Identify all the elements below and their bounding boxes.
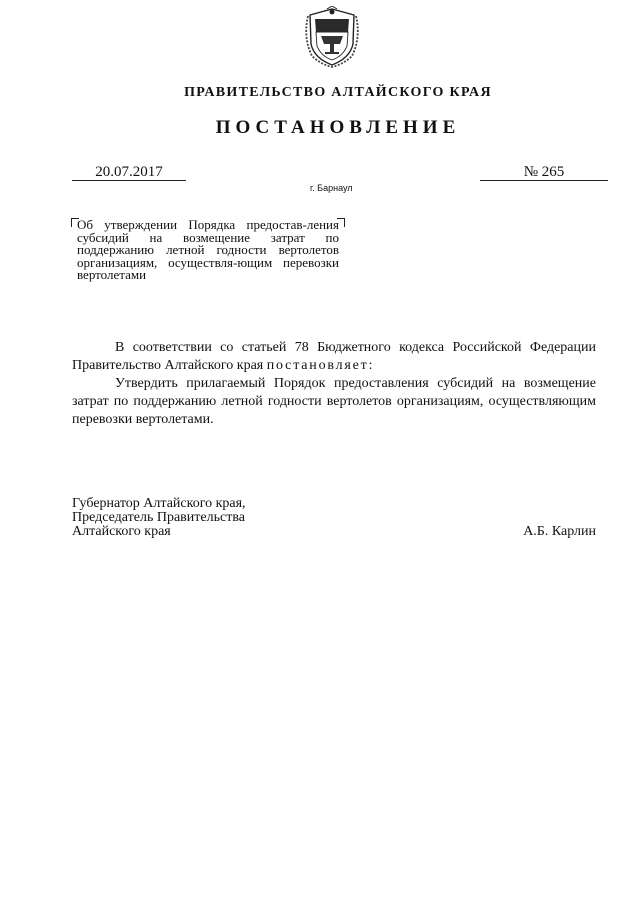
signatory-title-line: Председатель Правительства xyxy=(72,510,245,525)
document-number: № 265 xyxy=(480,164,608,181)
signatory-title-line: Алтайского края xyxy=(72,524,171,539)
resolution-keyword: постановляет: xyxy=(266,358,375,373)
city-label: г. Барнаул xyxy=(310,183,353,193)
signatory-title-line: Губернатор Алтайского края, xyxy=(72,496,246,511)
document-body xyxy=(72,339,596,429)
signature-block xyxy=(72,497,596,539)
body-paragraph: Утвердить прилагаемый Порядок предоставления субсидий на возмещение затрат по поддержанию летной годности вертолетов организациям, осуществляющим перевозки вертолетами. xyxy=(72,376,596,427)
document-type-title: ПОСТАНОВЛЕНИЕ xyxy=(215,117,461,138)
signatory-name: А.Б. Карлин xyxy=(523,524,596,539)
body-paragraph xyxy=(72,339,596,375)
preamble-text: В соответствии со статьей 78 Бюджетного кодекса Российской Федерации Правительство Алтайского края xyxy=(72,340,596,373)
document-subject: Об утверждении Порядка предостав-ления субсидий на возмещение затрат по поддержанию летной годности вертолетов организациям, осуществля-ющим перевозки вертолетами xyxy=(77,217,339,282)
organization-title: ПРАВИТЕЛЬСТВО АЛТАЙСКОГО КРАЯ xyxy=(184,85,492,100)
altai-coat-of-arms-icon xyxy=(303,6,361,68)
document-date: 20.07.2017 xyxy=(72,164,186,181)
